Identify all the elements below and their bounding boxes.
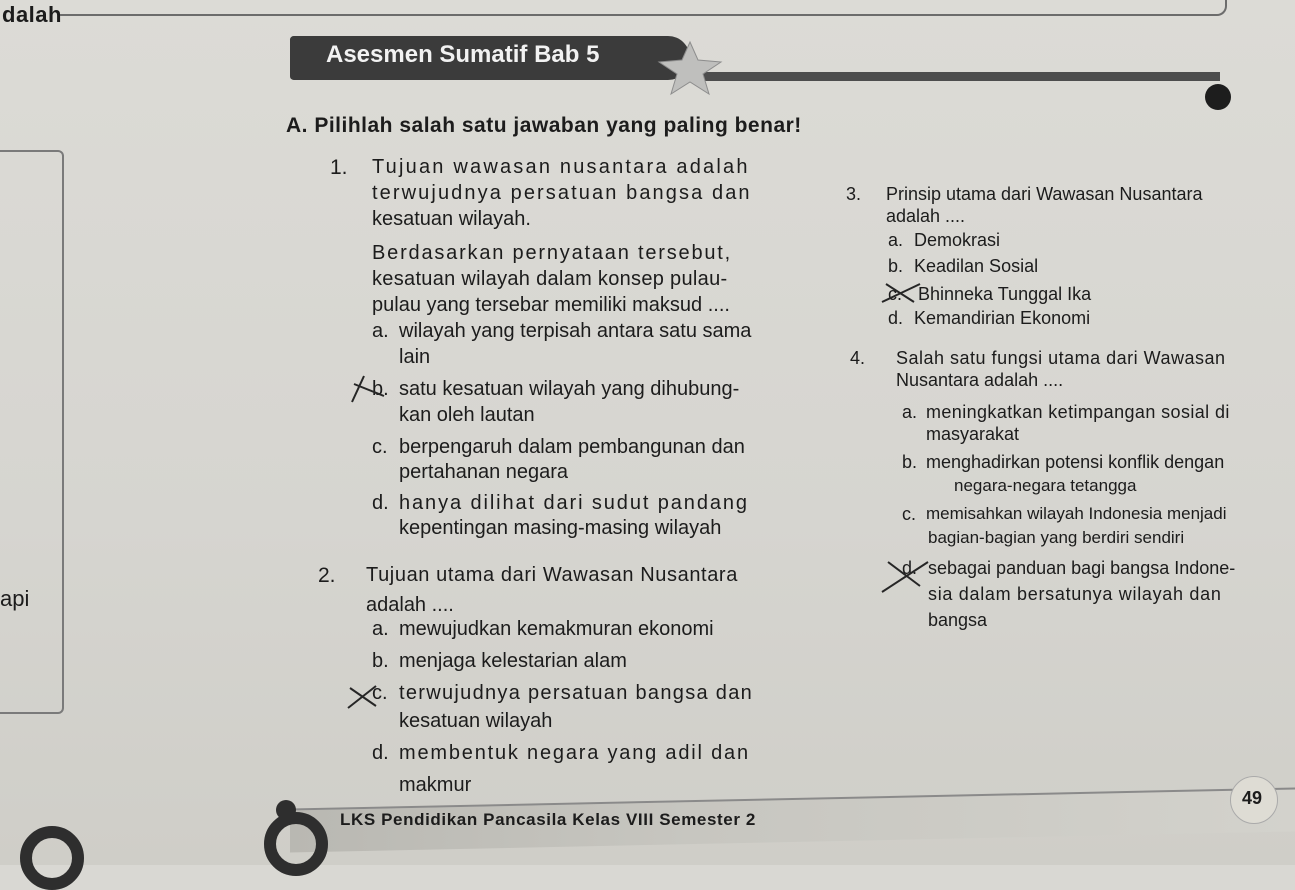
option-letter[interactable]: a. (902, 402, 918, 422)
question-context: pulau yang tersebar memiliki maksud .... (372, 294, 730, 316)
option-letter[interactable]: a. (888, 230, 904, 250)
option-letter[interactable]: a. (372, 618, 389, 640)
option-text[interactable]: kan oleh lautan (399, 404, 535, 426)
option-text[interactable]: terwujudnya persatuan bangsa dan (399, 682, 754, 704)
question-number: 4. (850, 348, 866, 368)
question-number: 3. (846, 184, 862, 204)
previous-page-text: dalah (2, 2, 62, 27)
option-text[interactable]: menghadirkan potensi konflik dengan (926, 452, 1225, 472)
option-letter[interactable]: d. (902, 558, 918, 578)
page-number: 49 (1242, 788, 1263, 808)
option-text[interactable]: pertahanan negara (399, 461, 569, 483)
option-text[interactable]: sia dalam bersatunya wilayah dan (928, 584, 1222, 604)
decorative-dot (276, 800, 296, 820)
question-stem: Tujuan utama dari Wawasan Nusantara (366, 564, 738, 586)
banner-rule (690, 72, 1220, 81)
option-letter[interactable]: d. (372, 492, 389, 514)
section-heading: A. Pilihlah salah satu jawaban yang paling benar! (286, 114, 802, 137)
question-stem: adalah .... (886, 206, 966, 226)
option-letter[interactable]: b. (902, 452, 918, 472)
question-stem: terwujudnya persatuan bangsa dan (372, 182, 752, 204)
question-stem: Tujuan wawasan nusantara adalah (372, 156, 750, 178)
option-text[interactable]: wilayah yang terpisah antara satu sama (399, 320, 752, 342)
decorative-ring (264, 812, 328, 876)
option-letter[interactable]: b. (372, 378, 389, 400)
option-letter[interactable]: c. (372, 436, 388, 458)
question-stem: Salah satu fungsi utama dari Wawasan (896, 348, 1226, 368)
page-title: Asesmen Sumatif Bab 5 (326, 41, 600, 68)
previous-page-text-left: api (0, 586, 30, 611)
question-context: kesatuan wilayah dalam konsep pulau- (372, 268, 728, 290)
option-text[interactable]: sebagai panduan bagi bangsa Indone- (928, 558, 1236, 578)
option-letter[interactable]: a. (372, 320, 389, 342)
question-context: Berdasarkan pernyataan tersebut, (372, 242, 733, 264)
question-number: 1. (330, 156, 348, 179)
decorative-ring (20, 826, 84, 890)
option-text[interactable]: hanya dilihat dari sudut pandang (399, 492, 749, 514)
option-text[interactable]: satu kesatuan wilayah yang dihubung- (399, 378, 740, 400)
option-text[interactable]: Keadilan Sosial (914, 256, 1039, 276)
option-letter[interactable]: d. (888, 308, 904, 328)
star-icon (655, 40, 725, 96)
answer-check-mark-icon (350, 374, 390, 404)
option-text[interactable]: kesatuan wilayah (399, 710, 553, 732)
option-letter[interactable]: c. (902, 504, 917, 524)
option-text[interactable]: makmur (399, 774, 472, 796)
option-text[interactable]: kepentingan masing-masing wilayah (399, 517, 722, 539)
answer-cross-mark-icon (880, 280, 924, 306)
question-stem: Prinsip utama dari Wawasan Nusantara (886, 184, 1203, 204)
option-letter[interactable]: d. (372, 742, 389, 764)
option-text[interactable]: meningkatkan ketimpangan sosial di (926, 402, 1230, 422)
option-text[interactable]: Kemandirian Ekonomi (914, 308, 1091, 328)
question-stem: adalah .... (366, 594, 454, 616)
top-border-line (60, 0, 1227, 16)
option-text[interactable]: Demokrasi (914, 230, 1001, 250)
option-text[interactable]: menjaga kelestarian alam (399, 650, 627, 672)
option-text[interactable]: bangsa (928, 610, 988, 630)
question-stem: Nusantara adalah .... (896, 370, 1064, 390)
previous-page-box (0, 150, 64, 714)
option-letter[interactable]: b. (888, 256, 904, 276)
question-number: 2. (318, 564, 336, 587)
option-letter[interactable]: c. (888, 284, 903, 304)
question-stem: kesatuan wilayah. (372, 208, 531, 230)
option-text[interactable]: Bhinneka Tunggal Ika (918, 284, 1092, 304)
option-text[interactable]: lain (399, 346, 431, 368)
option-text[interactable]: memisahkan wilayah Indonesia menjadi (926, 504, 1227, 523)
option-text[interactable]: membentuk negara yang adil dan (399, 742, 750, 764)
answer-cross-mark-icon (880, 556, 932, 596)
option-text[interactable]: berpengaruh dalam pembangunan dan (399, 436, 745, 458)
book-title: LKS Pendidikan Pancasila Kelas VIII Semester 2 (340, 810, 756, 829)
option-text[interactable]: mewujudkan kemakmuran ekonomi (399, 618, 714, 640)
answer-cross-mark-icon (346, 682, 382, 712)
option-text[interactable]: masyarakat (926, 424, 1020, 444)
option-letter[interactable]: b. (372, 650, 389, 672)
option-text[interactable]: bagian-bagian yang berdiri sendiri (928, 528, 1185, 547)
banner-dot (1205, 84, 1231, 110)
option-text[interactable]: negara-negara tetangga (954, 476, 1137, 495)
option-letter[interactable]: c. (372, 682, 388, 704)
